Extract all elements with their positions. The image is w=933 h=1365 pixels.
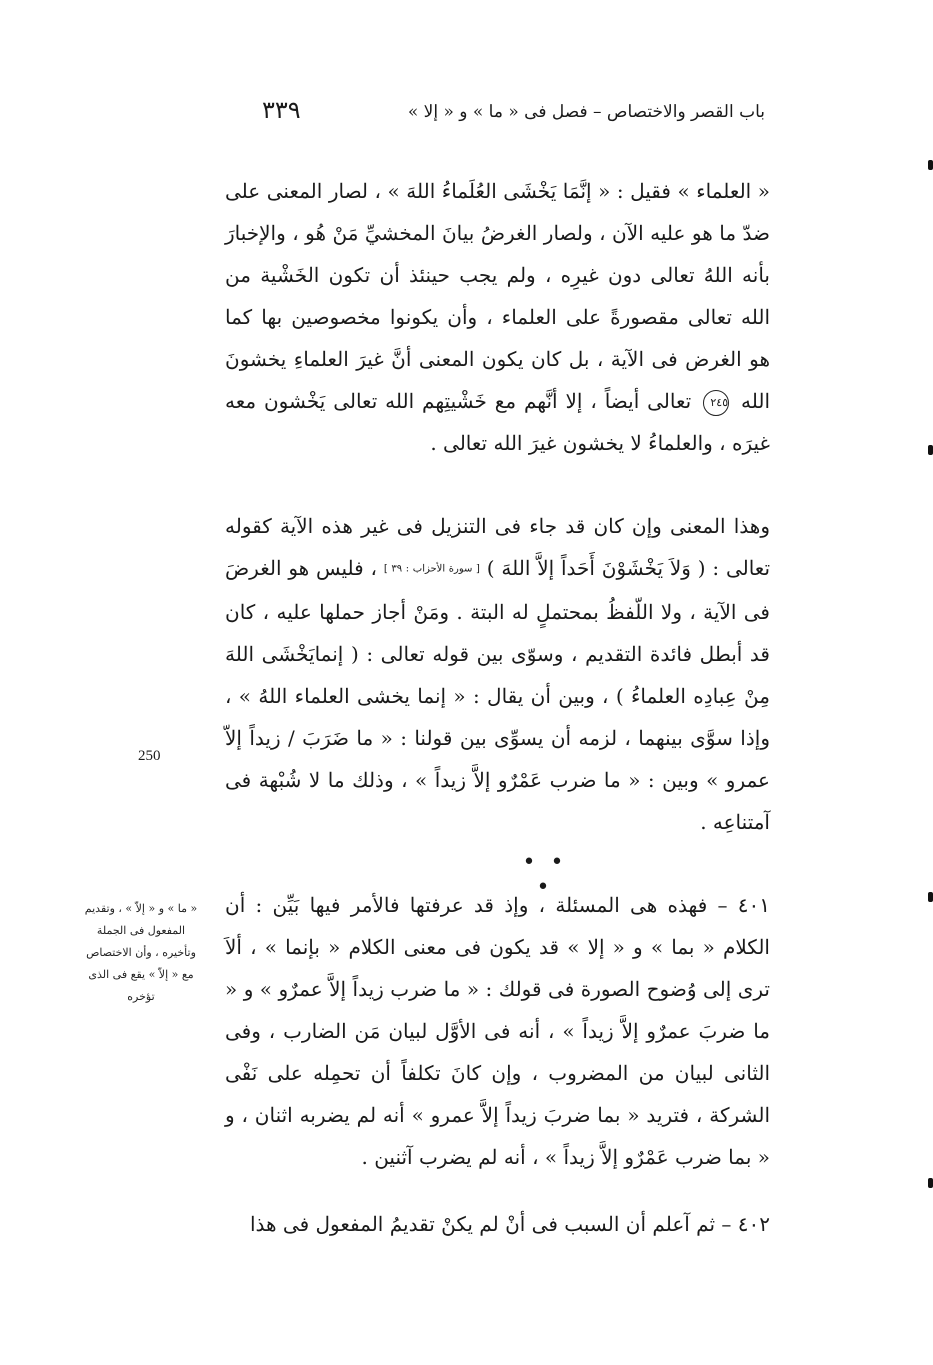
paragraph-402-text: ٤٠٢ – ثم آعلم أن السبب فى أنْ لم يكنْ تقديمُ المفعول فى هذا [249,1212,770,1236]
paragraph-1 [225,170,770,464]
paragraph-2-text [225,505,770,843]
paragraph-2-part2: ، فليس هو الغرضَ فى الآية ، ولا اللّفظُ بمحتملٍ له البتة . ومَنْ أجاز حملها عليه ، كان قد أبطل فائدة التقديم ، وسوّى بين قوله تعالى : ( إنمايَخْشَى اللهَ مِنْ عِبادِه العلماءُ ) ، وبين أن يقال : « إنما يخشى العلماء اللهُ » ، وإذا سوَّى بينهما ، لزمه أن يسوِّى بين قولنا : « ما ضَرَبَ / زيداً إلاّ عمرو » وبين : « ما ضرب عَمْرٌو إلاَّ زيداً » ، وذلك ما لا شُبْهة فى آمتناعِه . [225,556,770,834]
paragraph-1-part2: تعالى أيضاً ، إلا أنَّهم مع خَشْيتِهم الله تعالى يَخْشون معه غيرَه ، والعلماءُ لا يخشون غيرَ الله تعالى . [225,389,770,455]
page-header [240,96,765,136]
paragraph-1-text [225,170,770,464]
sura-reference: [ سورة الأحزاب : ٣٩ ] [383,563,480,575]
paragraph-1-part1: « العلماء » فقيل : « إنَّمَا يَخْشَى العُلَماءُ اللهَ » ، لصار المعنى على ضدّ ما هو عليه الآن ، ولصار الغرضُ بيانَ المخشيِّ مَنْ هُو ، والإخبارَ بأنه اللهُ تعالى دون غيرِه ، ولم يجب حينئذ أن تكون الخَشْية من الله تعالى مقصورةً على العلماء ، وأن يكونوا مخصوصين بها كما هو الغرض فى الآية ، بل كان يكون المعنى أنَّ غيرَ العلماءِ يخشونَ الله [225,179,770,413]
paragraph-402 [225,1203,770,1245]
scan-edge-mark [928,892,933,902]
verse-marker: ٢٤٥ [703,390,729,416]
paragraph-2-part1: وهذا المعنى وإن كان قد جاء فى التنزيل فى غير هذه الآية كقوله تعالى : ( وَلاَ يَخْشَوْنَ أَحَداً إلاَّ اللهَ ) [225,514,771,580]
marginal-note: « ما » و « إلاّ » ، وتقديم المفعول فى الجملة وتأخيره ، وأن الاختصاص مع « إلاّ » يقع فى الذى تؤخره [84,902,198,1003]
paragraph-401 [225,884,770,1178]
margin-page-reference: 250 [138,748,161,764]
scan-edge-mark [928,160,933,170]
scan-edge-mark [928,445,933,455]
section-separator: • • • [522,850,568,900]
scan-edge-mark [928,1178,933,1188]
running-title: باب القصر والاختصاص – فصل فى « ما » و « إلا » [407,102,765,122]
page-number: ٣٣٩ [262,96,301,124]
paragraph-401-text: ٤٠١ – فهذه هى المسئلة ، وإذ قد عرفتها فالأمر فيها بَيِّن : أن الكلام « بما » و « إلا » قد يكون فى معنى الكلام « بإنما » ، ألاَ ترى إلى وُضوح الصورة فى قولك : « ما ضرب زيداً إلاَّ عمرٌو » و « ما ضربَ عمرٌو إلاَّ زيداً » ، أنه فى الأوَّل لبيان مَن الضارب ، وفى الثانى لبيان من المضروب ، وإن كانَ تكلفاً أن تحمِله على نَفْى الشركة ، فتريد « بما ضربَ زيداً إلاَّ عمرو » أنه لم يضربه اثنان ، و « بما ضرب عَمْرٌو إلاَّ زيداً » ، أنه لم يضرب آثنين . [225,893,770,1169]
paragraph-2 [225,505,770,843]
